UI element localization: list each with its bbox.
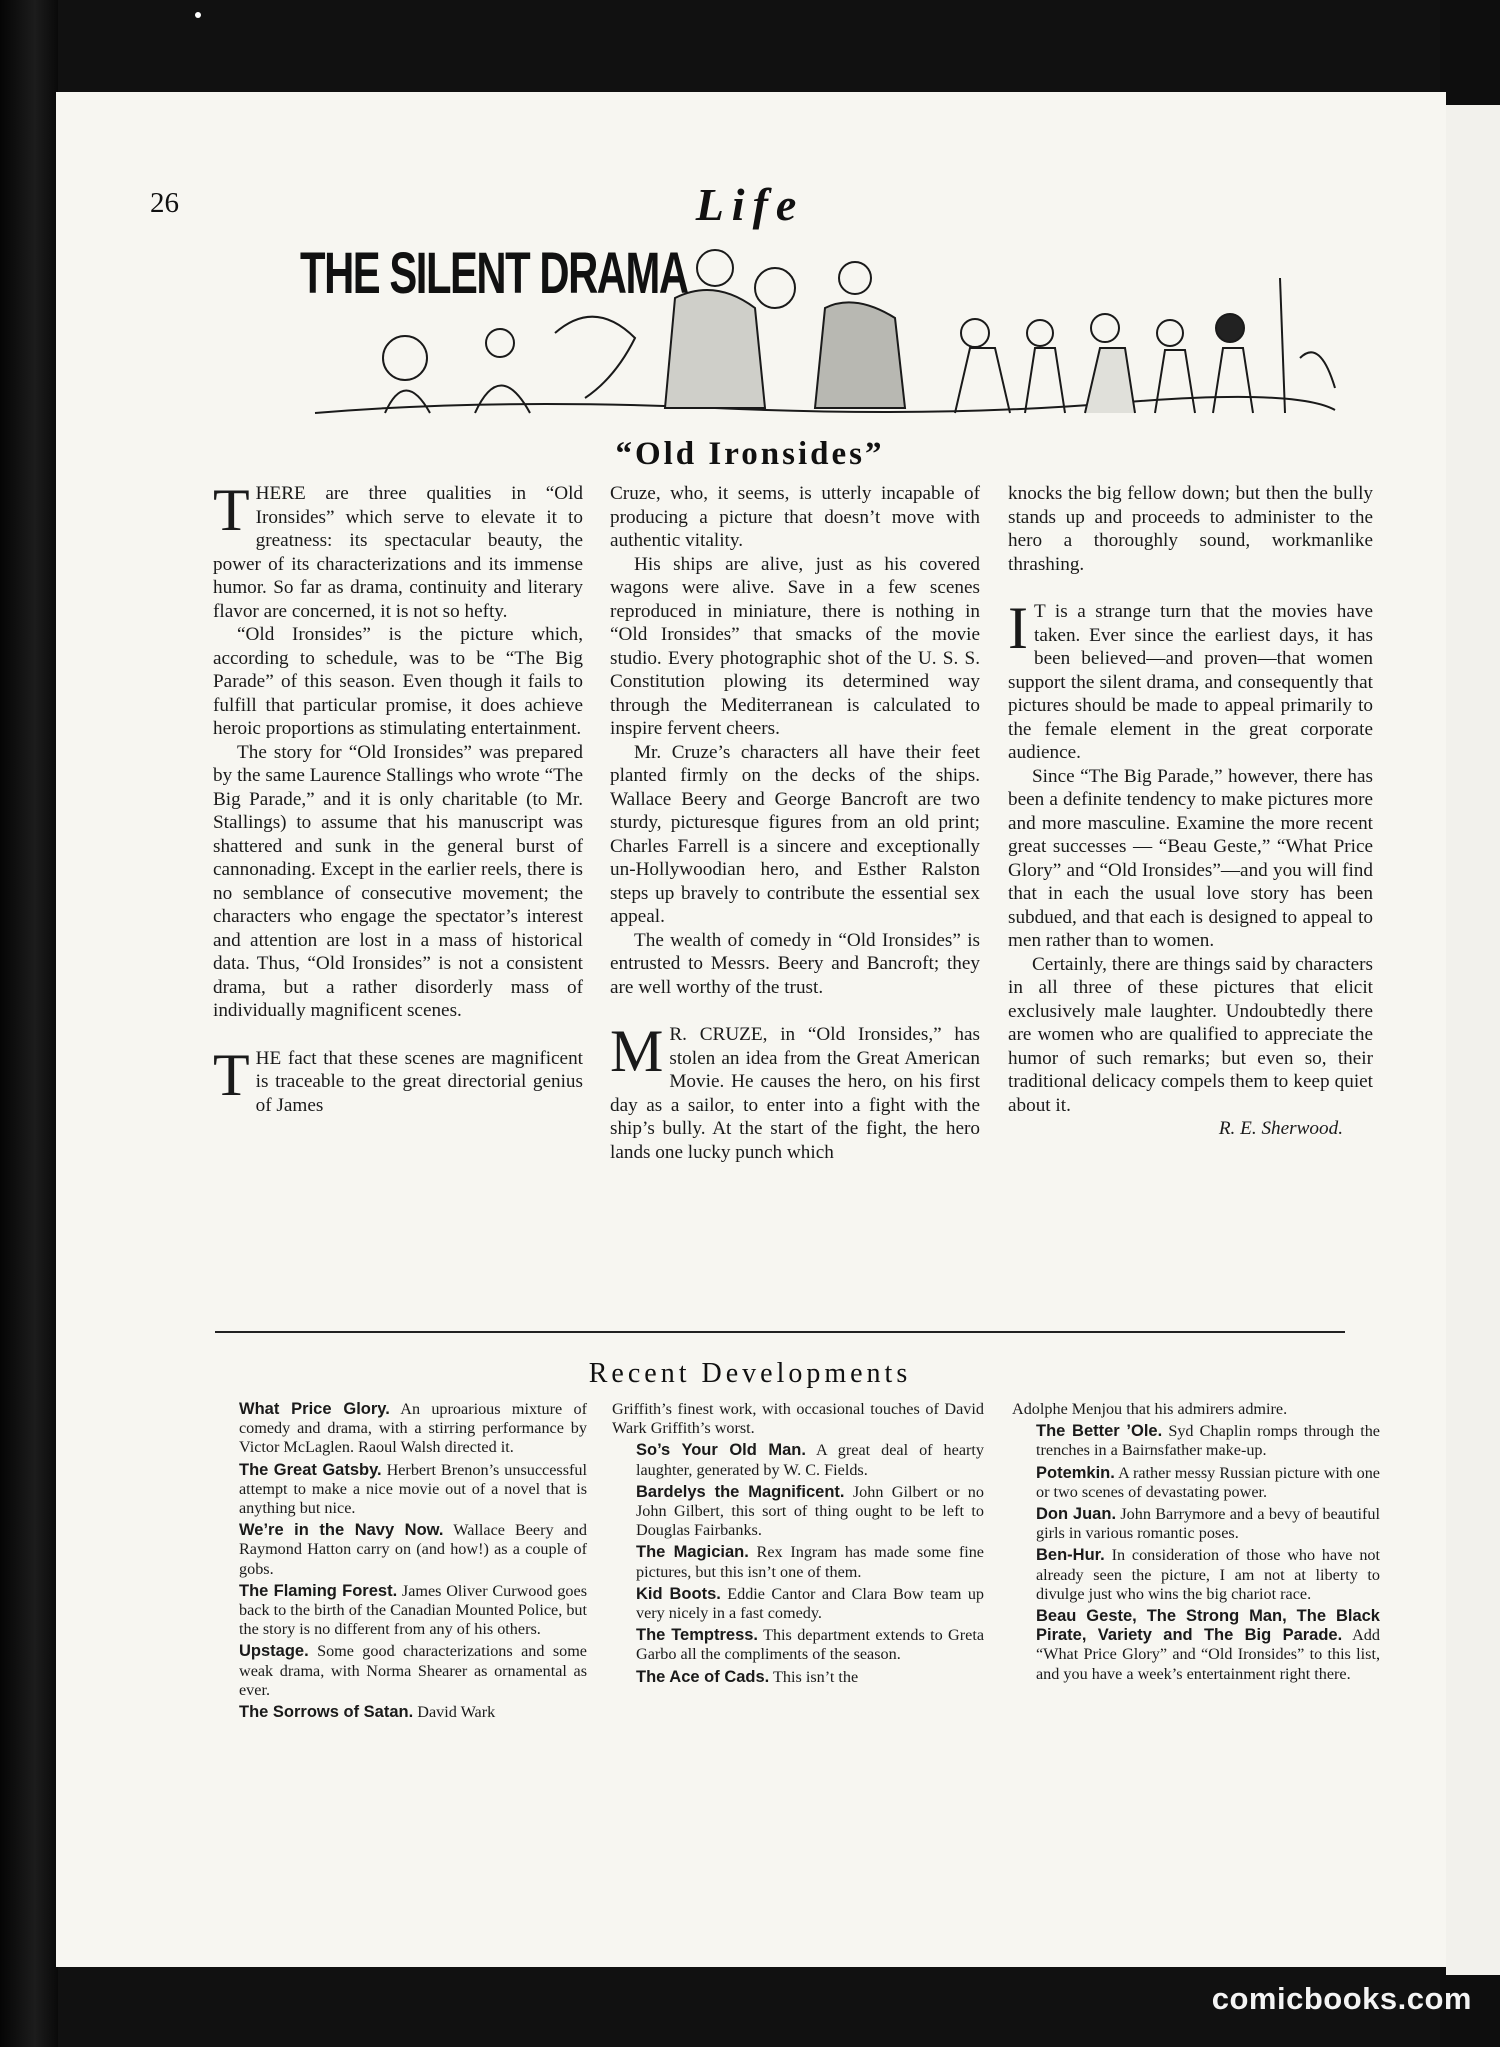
film-description: Add “What Price Glory” and “Old Ironsides” to this list, and you have a week’s entertainment right there. — [1036, 1626, 1380, 1683]
list-item — [215, 1642, 587, 1700]
list-item — [612, 1483, 984, 1541]
paragraph: His ships are alive, just as his covered wagons were alive. Save in a few scenes reproduced in miniature, there is nothing in “Old Ironsides” that smacks of the movie studio. Every photographic shot of the U. S. S. Constitution plowing its determined way through the Mediterranean is calculated to inspire fervent cheers. — [610, 553, 980, 739]
film-description: John Gilbert or no John Gilbert, this sort of thing ought to be left to Douglas Fairbanks. — [636, 1482, 984, 1540]
page-number: 26 — [150, 187, 179, 219]
recent-column-1 — [215, 1400, 587, 1725]
paragraph-text: T is a strange turn that the movies have taken. Ever since the earliest days, it has been believed—and proven—that women support the silent drama, and consequently that pictures should be made to appeal primarily to the female element in the great corporate audience. — [1008, 601, 1373, 763]
film-description: A rather messy Russian picture with one or two scenes of devastating power. — [1036, 1463, 1380, 1501]
film-title: The Great Gatsby. — [239, 1460, 382, 1479]
film-description: David Wark — [417, 1703, 496, 1722]
film-title: Don Juan. — [1036, 1505, 1117, 1524]
article-title: “Old Ironsides” — [615, 436, 885, 472]
film-description: Syd Chaplin romps through the trenches in a Bairnsfather make-up. — [1036, 1422, 1380, 1460]
list-item — [215, 1703, 587, 1722]
film-title: The Ace of Cads. — [636, 1667, 770, 1686]
film-title: The Magician. — [636, 1543, 749, 1562]
paragraph: Certainly, there are things said by characters in all three of these pictures that elicit exclusively male laughter. Undoubtedly there are women who are qualified to appreciate the humor of such remarks; but even so, their traditional delicacy compels them to keep quiet about it. — [1008, 953, 1373, 1116]
film-description: This department extends to Greta Garbo all the compliments of the season. — [636, 1626, 984, 1664]
list-item — [215, 1582, 587, 1640]
article-column-1 — [213, 477, 583, 1117]
drop-cap: T — [213, 1041, 250, 1108]
recent-column-3 — [1012, 1400, 1380, 1687]
drop-cap: T — [213, 477, 250, 543]
list-item — [612, 1668, 984, 1687]
film-description: Wallace Beery and Raymond Hatton carry on (and how!) as a couple of gobs. — [239, 1521, 587, 1578]
list-item — [1012, 1607, 1380, 1684]
paragraph — [1008, 595, 1373, 765]
film-description: An uproarious mixture of comedy and drama, with a stirring performance by Victor McLaglen. Raoul Walsh directed it. — [239, 1400, 588, 1457]
film-title: Potemkin. — [1036, 1463, 1115, 1482]
section-divider — [215, 1331, 1345, 1333]
author-signature: R. E. Sherwood. — [1218, 1118, 1343, 1139]
film-description: Some good characterizations and some weak drama, with Norma Shearer as ornamental as ever. — [239, 1642, 587, 1699]
paragraph: The wealth of comedy in “Old Ironsides” is entrusted to Messrs. Beery and Bancroft; they are well worthy of the trust. — [610, 929, 980, 998]
film-title: So’s Your Old Man. — [636, 1441, 806, 1460]
film-title: The Sorrows of Satan. — [239, 1703, 414, 1722]
article-column-3 — [1008, 482, 1373, 1141]
list-item — [215, 1461, 587, 1519]
film-description: This isn’t the — [773, 1667, 859, 1686]
film-title: Beau Geste, The Strong Man, The Black Pirate, Variety and The Big Parade. — [1036, 1607, 1380, 1645]
watermark-credit: comicbooks.com — [1211, 1981, 1472, 2016]
paragraph: “Old Ironsides” is the picture which, according to schedule, was to be “The Big Parade” of this season. Even though it fails to fulfill that particular promise, it does achieve heroic proportions as stimulating entertainment. — [213, 624, 583, 739]
list-item — [215, 1521, 587, 1579]
list-item — [1012, 1505, 1380, 1543]
list-item: Griffith’s finest work, with occasional touches of David Wark Griffith’s worst. — [612, 1400, 984, 1438]
next-page-edge — [1446, 105, 1500, 1975]
list-item — [1012, 1422, 1380, 1460]
film-description: John Barrymore and a bevy of beautiful girls in various romantic poses. — [1036, 1505, 1380, 1543]
paragraph-text: R. CRUZE, in “Old Ironsides,” has stolen an idea from the Great American Movie. He causes the hero, on his first day as a sailor, to enter into a fight with the ship’s bully. At the start of the fight, the hero lands one lucky punch which — [610, 1024, 980, 1163]
drop-cap: I — [1008, 595, 1028, 661]
film-title: What Price Glory. — [239, 1400, 390, 1418]
film-title: The Flaming Forest. — [239, 1581, 398, 1600]
paragraph — [213, 1041, 583, 1118]
film-title: The Better ’Ole. — [1036, 1422, 1163, 1441]
film-title: The Temptress. — [636, 1626, 759, 1645]
section-title: Recent Developments — [588, 1358, 912, 1389]
book-spine-left — [0, 0, 58, 2047]
film-description: James Oliver Curwood goes back to the birth of the Canadian Mounted Police, but the story is no different from any of his others. — [239, 1581, 587, 1639]
list-item — [612, 1543, 984, 1581]
banner-title: THE SILENT DRAMA — [300, 241, 688, 306]
list-item: Adolphe Menjou that his admirers admire. — [1012, 1400, 1288, 1418]
list-item — [612, 1441, 984, 1479]
film-title: Upstage. — [239, 1642, 309, 1661]
list-item — [215, 1400, 587, 1458]
list-item — [612, 1626, 984, 1664]
recent-column-2 — [612, 1400, 984, 1690]
paragraph: knocks the big fellow down; but then the bully stands up and proceeds to administer to the hero a thoroughly sound, workmanlike thrashing. — [1008, 483, 1373, 575]
paragraph-text: HERE are three qualities in “Old Ironsides” which serve to elevate it to greatness: its spectacular beauty, the power of its characterizations and its immense humor. So far as drama, continuity and literary flavor are concerned, it is not so hefty. — [213, 483, 583, 622]
paragraph: Mr. Cruze’s characters all have their feet planted firmly on the decks of the ships. Wallace Beery and George Bancroft are two sturdy, picturesque figures from an old print; Charles Farrell is a sincere and exceptionally un-Hollywoodian hero, and Esther Ralston steps up bravely to contribute the essential sex appeal. — [610, 741, 980, 927]
masthead-life: Life — [695, 179, 805, 230]
film-description: Eddie Cantor and Clara Bow team up very nicely in a fast comedy. — [636, 1584, 985, 1623]
list-item — [1012, 1464, 1380, 1502]
film-title: Bardelys the Magnificent. — [636, 1482, 845, 1501]
film-title: Ben-Hur. — [1036, 1546, 1105, 1565]
article-column-2 — [610, 482, 980, 1164]
film-description: A great deal of hearty laughter, generated by W. C. Fields. — [636, 1441, 984, 1479]
film-title: Kid Boots. — [636, 1584, 721, 1603]
list-item — [1012, 1546, 1380, 1604]
paragraph-text: HE fact that these scenes are magnificent is traceable to the great directorial genius of James — [255, 1047, 583, 1116]
list-item — [612, 1585, 984, 1623]
paragraph: The story for “Old Ironsides” was prepared by the same Laurence Stallings who wrote “The Big Parade,” and it is only charitable (to Mr. Stallings) to assume that his manuscript was shattered and sunk in the general burst of cannonading. Except in the earlier reels, there is no semblance of consecutive movement; the characters who engage the spectator’s interest and attention are lost in a mass of historical data. Thus, “Old Ironsides” is not a consistent drama, but a rather disorderly mass of individually magnificent scenes. — [213, 741, 583, 1021]
scan-speck — [195, 12, 201, 18]
paragraph — [610, 1018, 980, 1164]
film-title: We’re in the Navy Now. — [239, 1521, 444, 1540]
film-description: In consideration of those who have not already seen the picture, I am not at liberty to divulge just who wins the big chariot race. — [1036, 1546, 1380, 1603]
drop-cap: M — [610, 1018, 664, 1084]
paragraph: Cruze, who, it seems, is utterly incapable of producing a picture that doesn’t move with authentic vitality. — [610, 483, 980, 551]
film-description: Herbert Brenon’s unsuccessful attempt to make a nice movie out of a novel that is anything but nice. — [239, 1460, 587, 1518]
paragraph: Since “The Big Parade,” however, there has been a definite tendency to make pictures more and more masculine. Examine the more recent great successes — “Beau Geste,” “What Price Glory” and “Old Ironsides”—and you will find that in each the usual love story has been subdued, and that each is designed to appeal to men rather than to women. — [1008, 765, 1373, 951]
film-description: Rex Ingram has made some fine pictures, but this isn’t one of them. — [636, 1543, 984, 1581]
paragraph — [213, 477, 583, 623]
